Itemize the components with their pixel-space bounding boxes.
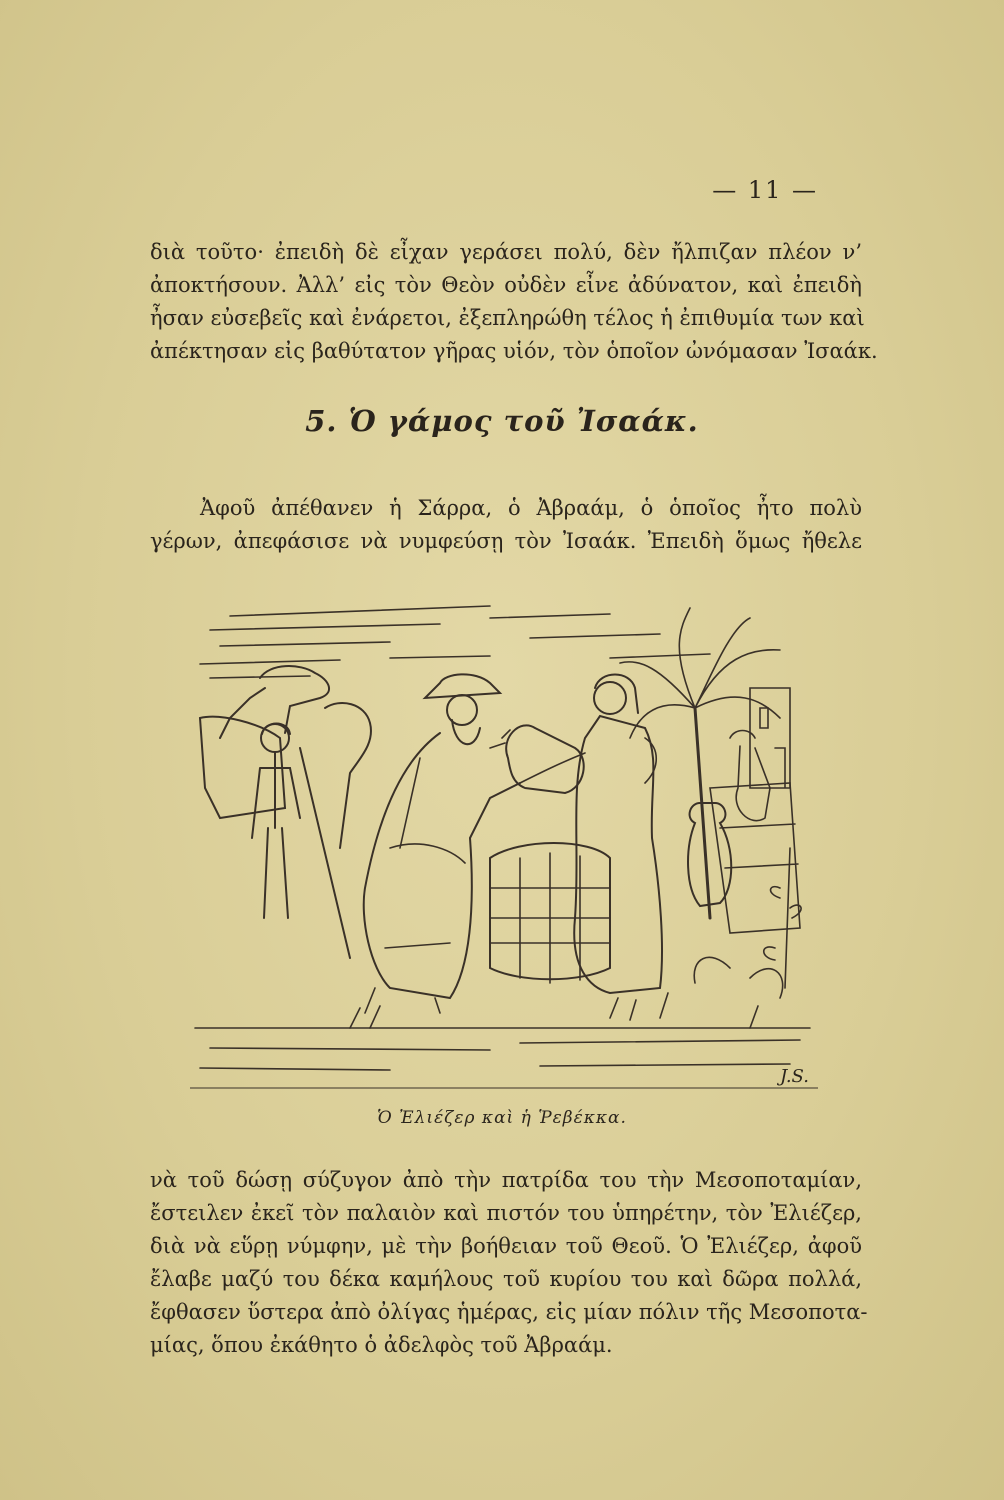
engraving-illustration (190, 588, 818, 1098)
text-line: Ἀφοῦ ἀπέθανεν ἡ Σάρρα, ὁ Ἀβραάμ, ὁ ὁποῖος ἦτο πολὺ (200, 496, 862, 520)
page-number: — 11 — (712, 176, 818, 204)
text-line: ἔλαβε μαζύ του δέκα καμήλους τοῦ κυρίου του καὶ δῶρα πολλά, (150, 1267, 862, 1291)
text-line: ἦσαν εὐσεβεῖς καὶ ἐνάρετοι, ἐξεπληρώθη τέλος ἡ ἐπιθυμία των καὶ (150, 306, 865, 330)
text-line: διὰ νὰ εὕρῃ νύμφην, μὲ τὴν βοήθειαν τοῦ Θεοῦ. Ὁ Ἐλιέζερ, ἀφοῦ (150, 1234, 862, 1258)
paragraph-1 (150, 236, 878, 368)
text-line: μίας, ὅπου ἐκάθητο ὁ ἀδελφὸς τοῦ Ἀβραάμ. (150, 1333, 613, 1357)
text-line: διὰ τοῦτο· ἐπειδὴ δὲ εἶχαν γεράσει πολύ, δὲν ἤλπιζαν πλέον ν’ (150, 240, 862, 264)
paragraph-2 (150, 492, 862, 558)
artist-signature: J.S. (780, 1066, 809, 1087)
section-heading: 5. Ὁ γάμος τοῦ Ἰσαάκ. (305, 404, 699, 438)
text-line: ἔστειλεν ἐκεῖ τὸν παλαιὸν καὶ πιστόν του ὑπηρέτην, τὸν Ἐλιέζερ, (150, 1201, 862, 1225)
text-line: γέρων, ἀπεφάσισε νὰ νυμφεύσῃ τὸν Ἰσαάκ. Ἐπειδὴ ὅμως ἤθελε (150, 529, 862, 553)
text-line: ἀποκτήσουν. Ἀλλ’ εἰς τὸν Θεὸν οὐδὲν εἶνε ἀδύνατον, καὶ ἐπειδὴ (150, 273, 862, 297)
text-line: νὰ τοῦ δώσῃ σύζυγον ἀπὸ τὴν πατρίδα του τὴν Μεσοποταμίαν, (150, 1168, 862, 1192)
text-line: ἀπέκτησαν εἰς βαθύτατον γῆρας υἱόν, τὸν ὁποῖον ὠνόμασαν Ἰσαάκ. (150, 339, 878, 363)
illustration-caption: Ὁ Ἐλιέζερ καὶ ἡ Ῥεβέκκα. (377, 1108, 627, 1128)
text-line: ἔφθασεν ὕστερα ἀπὸ ὀλίγας ἡμέρας, εἰς μίαν πόλιν τῆς Μεσοποτα- (150, 1300, 868, 1324)
paragraph-3 (150, 1164, 868, 1362)
